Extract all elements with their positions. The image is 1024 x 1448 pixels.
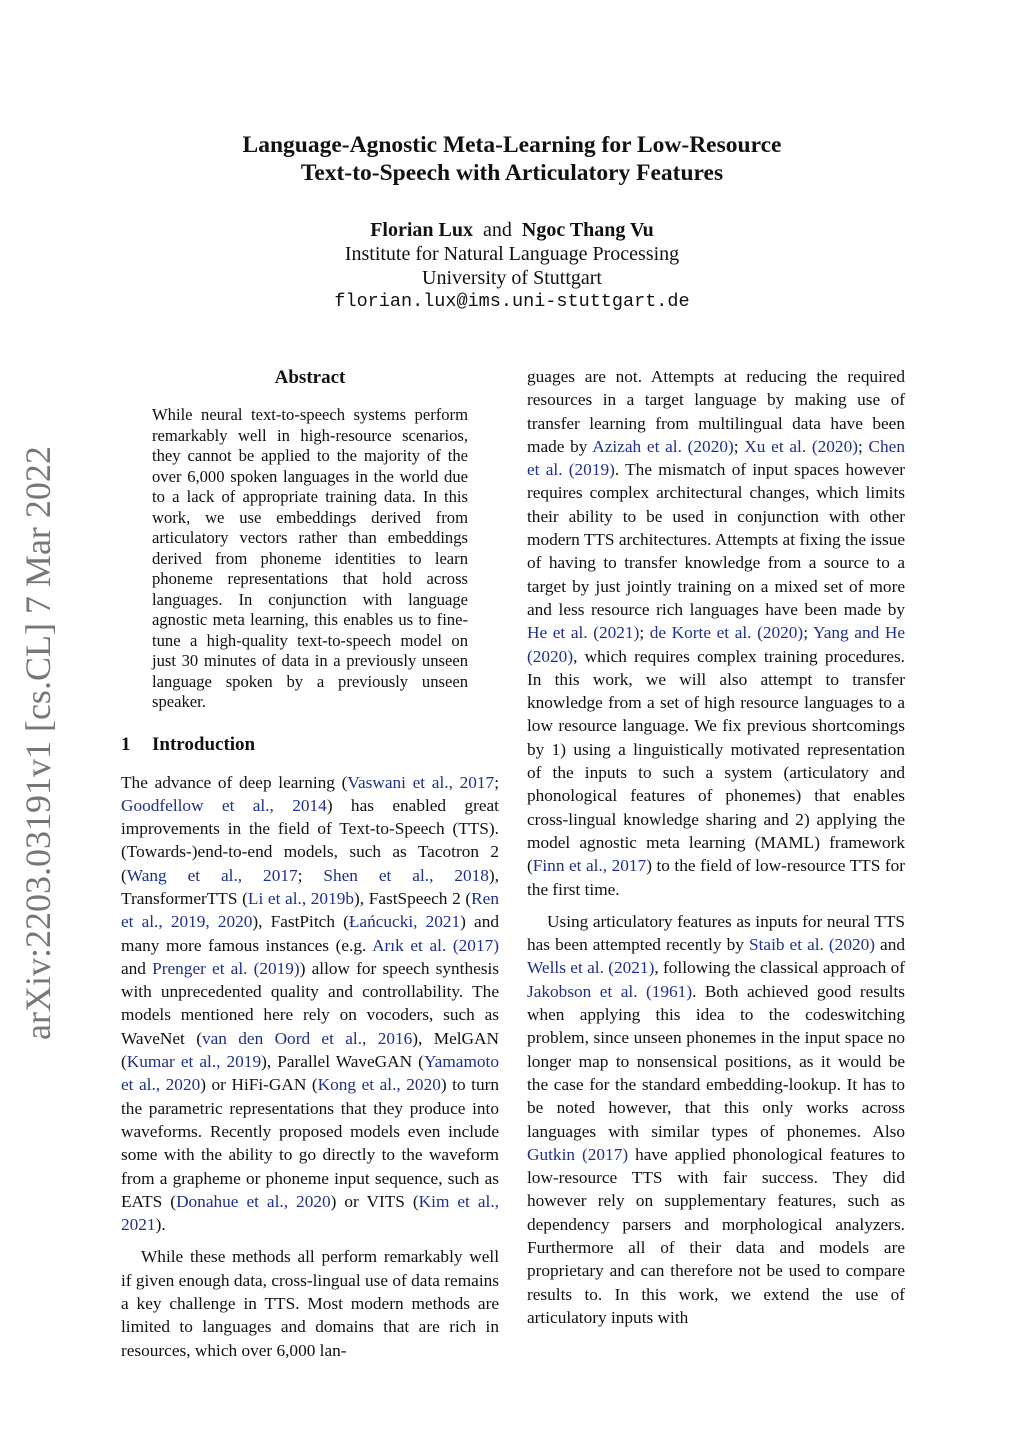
citation-link[interactable]: Kong et al., 2020 — [317, 1075, 441, 1095]
paragraph-text: ; — [297, 865, 324, 885]
affiliation-institute: Institute for Natural Language Processing — [344, 243, 680, 265]
citation-link[interactable]: Shen et al., 2018 — [323, 865, 489, 885]
citation-link[interactable]: He et al. (2021) — [527, 623, 640, 643]
paragraph-text: ) and many more famous instances (e.g. — [121, 912, 499, 955]
paragraph-text: ), Parallel WaveGAN ( — [261, 1052, 424, 1072]
paragraph-text: , following the classical approach of — [654, 958, 905, 978]
citation-link[interactable]: Wang et al., 2017 — [126, 865, 298, 885]
paragraph-text: ), FastSpeech 2 ( — [354, 888, 472, 908]
citation-link[interactable]: Li et al., 2019b — [247, 888, 354, 908]
paragraph-text: ; — [733, 436, 745, 456]
title-line-2: Text-to-Speech with Articulatory Features — [300, 160, 724, 186]
citation-link[interactable]: Yamamoto et al., 2020 — [121, 1052, 499, 1095]
intro-paragraph-3 — [527, 910, 905, 1329]
paragraph-text: ; — [639, 623, 650, 643]
section-heading-introduction — [121, 732, 499, 758]
citation-link[interactable]: Chen et al. (2019) — [527, 436, 905, 480]
citation-link[interactable]: Azizah et al. (2020) — [592, 436, 734, 456]
paragraph-text: ; — [857, 436, 869, 456]
title-line-1: Language-Agnostic Meta-Learning for Low-Resource — [242, 132, 782, 158]
paragraph-text: . The mismatch of input spaces however requires complex architectural changes, which limits their ability to be used in conjunction with other modern TTS architectures. Attempts at fixing the issue of having to transfer knowledge from a source to a target by just jointly training on a mixed set of more and less resource rich languages have been made by — [527, 460, 905, 619]
section-title: Introduction — [152, 733, 256, 755]
paragraph-text: ), TransformerTTS ( — [121, 865, 499, 908]
section-number: 1 — [121, 733, 131, 755]
paragraph-text: ) or HiFi-GAN ( — [200, 1075, 318, 1095]
citation-link[interactable]: Arık et al. (2017) — [372, 935, 499, 955]
paragraph-text: guages are not. Attempts at reducing the required resources in a target language by making use of transfer learning from multilingual data have been made by — [527, 367, 905, 456]
right-column — [527, 365, 905, 1329]
paragraph-text: ) allow for speech synthesis with unprecedented quality and controllability. The models mentioned here rely on vocoders, such as WaveNet ( — [121, 958, 500, 1048]
paragraph-text: While these methods all perform remarkably well if given enough data, cross-lingual use of data remains a key challenge in TTS. Most modern methods are limited to languages and domains that are rich in resources, which over 6,000 lan- — [121, 1247, 499, 1360]
citation-link[interactable]: Ren et al., 2019, 2020 — [121, 888, 499, 932]
paragraph-text: and — [875, 935, 906, 955]
citation-link[interactable]: Jakobson et al. (1961) — [527, 981, 693, 1001]
citation-link[interactable]: Kim et al., 2021 — [121, 1191, 499, 1235]
abstract-text: While neural text-to-speech systems perform remarkably well in high-resource scenarios, they cannot be applied to the majority of the over 6,000 spoken languages in the world due to a lack of appropriate training data. In this work, we use embeddings derived from articulatory vectors rather than embeddings derived from phoneme identities to learn phoneme representations that hold across languages. In conjunction with language agnostic meta learning, this enables us to fine-tune a high-quality text-to-speech model on just 30 minutes of data in a previously unseen language spoken by a previously unseen speaker. — [152, 405, 468, 711]
citation-link[interactable]: Wells et al. (2021) — [527, 958, 655, 978]
paragraph-text: Using articulatory features as inputs for neural TTS has been attempted recently by — [527, 911, 905, 955]
abstract-heading: Abstract — [274, 367, 346, 388]
citation-link[interactable]: Vaswani et al., 2017 — [347, 772, 495, 792]
paragraph-text: The advance of deep learning ( — [121, 772, 348, 792]
paragraph-text: ; — [803, 623, 813, 643]
citation-link[interactable]: de Korte et al. (2020) — [649, 623, 804, 643]
author-block — [120, 218, 904, 314]
citation-link[interactable]: van den Oord et al., 2016 — [201, 1028, 413, 1048]
author-1: Florian Lux — [370, 219, 473, 241]
affiliation-university: University of Stuttgart — [422, 267, 602, 289]
paragraph-text: and — [121, 958, 153, 978]
intro-paragraph-2-continued — [527, 365, 905, 901]
citation-link[interactable]: Kumar et al., 2019 — [126, 1052, 262, 1072]
paragraph-text: . Both achieved good results when applying this idea to the codeswitching problem, since unseen phonemes in the input space no longer map to nonsensical positions, as it would be the case for the standard embedding-lookup. It has to be noted however, that this only works across languages with similar types of phonemes. Also — [527, 981, 906, 1141]
paragraph-text: ) has enabled great improvements in the field of Text-to-Speech (TTS). (Towards-)end-to-end models, such as Tacotron 2 ( — [121, 795, 499, 885]
left-column — [121, 365, 499, 1362]
citation-link[interactable]: Finn et al., 2017 — [532, 856, 647, 876]
citation-link[interactable]: Donahue et al., 2020 — [176, 1191, 331, 1211]
citation-link[interactable]: Gutkin (2017) — [527, 1144, 629, 1164]
arxiv-watermark: arXiv:2203.03191v1 [cs.CL] 7 Mar 2022 — [18, 446, 58, 1040]
citation-link[interactable]: Prenger et al. (2019) — [152, 958, 300, 978]
paragraph-text: ; — [494, 772, 499, 792]
author-2: Ngoc Thang Vu — [521, 219, 654, 241]
citation-link[interactable]: Xu et al. (2020) — [744, 436, 858, 456]
paragraph-text: , which requires complex training procedures. In this work, we will also attempt to transfer knowledge from a set of high resource languages to a low resource language. We fix previous shortcomings by 1) using a linguistically motivated representation of the inputs to such a system (articulatory and phonological features of phonemes) that enables cross-lingual knowledge sharing and 2) applying the model agnostic meta learning (MAML) framework ( — [527, 646, 905, 876]
intro-paragraph-2 — [121, 1245, 499, 1361]
paper-title — [120, 131, 904, 187]
paragraph-text: ). — [155, 1215, 166, 1235]
paragraph-text: ), MelGAN ( — [121, 1028, 499, 1072]
citation-link[interactable]: Staib et al. (2020) — [748, 935, 875, 955]
paragraph-text: ) to the field of low-resource TTS for the first time. — [527, 856, 905, 899]
citation-link[interactable]: Goodfellow et al., 2014 — [121, 795, 327, 815]
author-conjunction: and — [482, 219, 512, 241]
citation-link[interactable]: Yang and He (2020) — [527, 623, 906, 666]
paragraph-text: ) to turn the parametric representations that they produce into waveforms. Recently proposed models even include some with the ability to go directly to the waveform from a grapheme or phoneme input sequence, such as EATS ( — [121, 1075, 499, 1211]
paragraph-text: ) or VITS ( — [330, 1191, 419, 1211]
citation-link[interactable]: Łańcucki, 2021 — [348, 912, 461, 932]
author-names — [120, 218, 904, 242]
intro-paragraph-1 — [121, 771, 499, 1237]
author-email[interactable]: florian.lux@ims.uni-stuttgart.de — [334, 291, 690, 312]
paragraph-text: ), FastPitch ( — [252, 912, 349, 932]
paragraph-text: have applied phonological features to low-resource TTS with fair success. They did however rely on supplementary features, such as dependency parsers and morphological analyzers. Furthermore all of their data and models are proprietary and can therefore not be used to compare results to. In this work, we extend the use of articulatory inputs with — [527, 1144, 905, 1327]
